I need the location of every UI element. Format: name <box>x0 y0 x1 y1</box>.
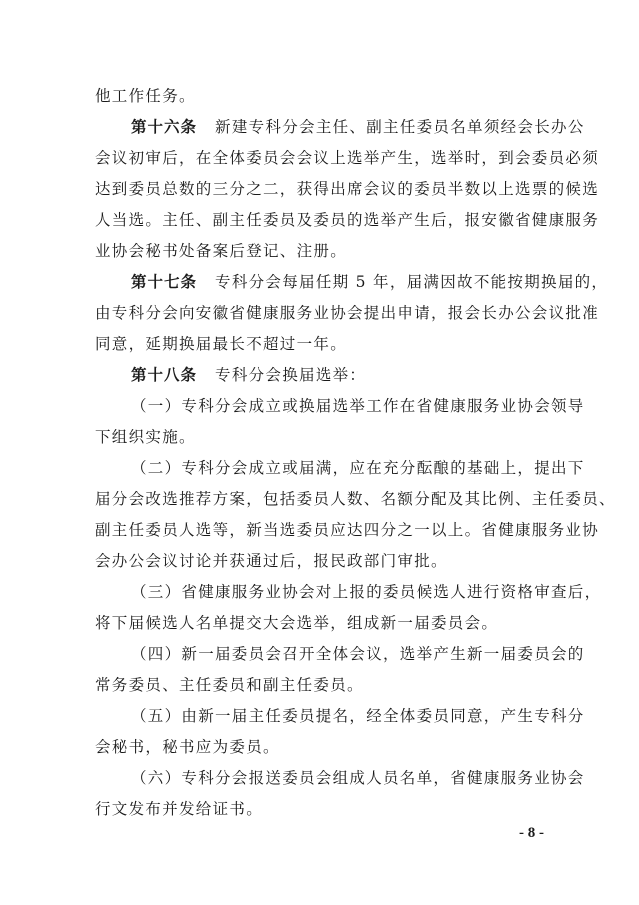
article-18-heading: 第十八条 <box>131 365 198 384</box>
text-line: 会议初审后，在全体委员会会议上选举产生，选举时，到会委员必须 <box>95 149 600 167</box>
text-line: （六）专科分会报送委员会组成人员名单，省健康服务业协会 <box>131 769 585 787</box>
article-16-text: 新建专科分会主任、副主任委员名单须经会长办公 <box>215 118 585 136</box>
text-line: 由专科分会向安徽省健康服务业协会提出申请，报会长办公会议批准 <box>95 304 600 322</box>
text-line: （三）省健康服务业协会对上报的委员候选人进行资格审查后， <box>131 583 602 601</box>
article-18-text: 专科分会换届选举： <box>215 366 367 384</box>
article-17-first-line <box>131 272 609 292</box>
text-line: 下组织实施。 <box>95 428 196 446</box>
text-line: 将下届候选人名单提交大会选举，组成新一届委员会。 <box>95 614 499 632</box>
article-17-heading: 第十七条 <box>131 272 198 291</box>
text-line: （二）专科分会成立或届满，应在充分酝酿的基础上，提出下 <box>131 459 585 477</box>
text-line: 人当选。主任、副主任委员及委员的选举产生后，报安徽省健康服务 <box>95 211 600 229</box>
text-line: 业协会秘书处备案后登记、注册。 <box>95 242 348 260</box>
text-line: 同意，延期换届最长不超过一年。 <box>95 335 348 353</box>
text-line: （四）新一届委员会召开全体会议，选举产生新一届委员会的 <box>131 645 585 663</box>
text-line: （一）专科分会成立或换届选举工作在省健康服务业协会领导 <box>131 397 585 415</box>
text-line: 常务委员、主任委员和副主任委员。 <box>95 676 364 694</box>
text-line: 会办公会议讨论并获通过后，报民政部门审批。 <box>95 552 448 570</box>
text-line: 行文发布并发给证书。 <box>95 800 264 818</box>
text-line: 届分会改选推荐方案，包括委员人数、名额分配及其比例、主任委员、 <box>95 490 616 508</box>
text-line: 副主任委员人选等，新当选委员应达四分之一以上。省健康服务业协 <box>95 521 600 539</box>
text-line: 他工作任务。 <box>95 87 196 105</box>
text-line: 达到委员总数的三分之二，获得出席会议的委员半数以上选票的候选 <box>95 180 600 198</box>
article-16-heading: 第十六条 <box>131 117 198 136</box>
article-17-text: 专科分会每届任期 5 年，届满因故不能按期换届的， <box>215 273 609 291</box>
text-line: 会秘书，秘书应为委员。 <box>95 738 280 756</box>
article-16-first-line <box>131 117 585 137</box>
text-line: （五）由新一届主任委员提名，经全体委员同意，产生专科分 <box>131 707 585 725</box>
article-18-first-line <box>131 365 555 385</box>
page-number: - 8 - <box>519 825 544 841</box>
